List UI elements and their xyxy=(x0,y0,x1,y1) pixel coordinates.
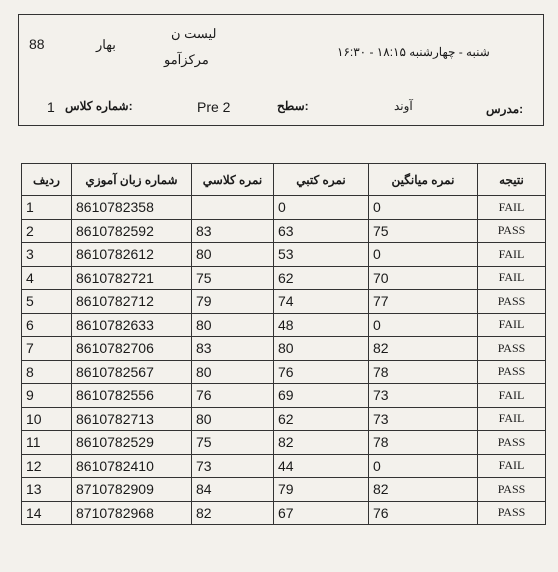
class-score-cell: 83 xyxy=(192,219,274,243)
class-score-cell: 76 xyxy=(192,384,274,408)
row-number-cell: 14 xyxy=(22,501,72,525)
student-id-cell: 8610782721 xyxy=(72,266,192,290)
average-score-cell: 82 xyxy=(369,478,478,502)
column-header-class-score: نمره كلاسي xyxy=(192,164,274,196)
center-name: مركزآمو xyxy=(164,52,209,67)
result-cell: PASS xyxy=(478,431,546,455)
table-row xyxy=(22,384,546,408)
class-score-cell: 83 xyxy=(192,337,274,361)
student-id-cell: 8610782713 xyxy=(72,407,192,431)
class-score-cell: 73 xyxy=(192,454,274,478)
class-info-header xyxy=(18,14,544,126)
class-score-cell: 75 xyxy=(192,266,274,290)
row-number-cell: 2 xyxy=(22,219,72,243)
class-score-cell: 82 xyxy=(192,501,274,525)
table-row xyxy=(22,337,546,361)
average-score-cell: 75 xyxy=(369,219,478,243)
written-score-cell: 82 xyxy=(274,431,369,455)
class-number-label: شماره كلاس: xyxy=(65,99,133,113)
student-id-cell: 8610782633 xyxy=(72,313,192,337)
written-score-cell: 63 xyxy=(274,219,369,243)
student-id-cell: 8710782968 xyxy=(72,501,192,525)
table-row xyxy=(22,196,546,220)
result-cell: PASS xyxy=(478,219,546,243)
average-score-cell: 76 xyxy=(369,501,478,525)
student-id-cell: 8610782358 xyxy=(72,196,192,220)
row-number-cell: 9 xyxy=(22,384,72,408)
student-id-cell: 8610782410 xyxy=(72,454,192,478)
result-cell: PASS xyxy=(478,337,546,361)
table-row xyxy=(22,290,546,314)
class-score-cell: 80 xyxy=(192,313,274,337)
table-row xyxy=(22,360,546,384)
level-label: سطح: xyxy=(277,99,309,113)
season: بهار xyxy=(96,37,116,52)
average-score-cell: 78 xyxy=(369,431,478,455)
column-header-written-score: نمره كتبي xyxy=(274,164,369,196)
row-number-cell: 7 xyxy=(22,337,72,361)
result-cell: FAIL xyxy=(478,454,546,478)
written-score-cell: 74 xyxy=(274,290,369,314)
table-row xyxy=(22,243,546,267)
class-score-cell: 75 xyxy=(192,431,274,455)
teacher-label: مدرس: xyxy=(486,102,524,116)
result-cell: FAIL xyxy=(478,407,546,431)
average-score-cell: 0 xyxy=(369,243,478,267)
grades-table xyxy=(21,163,546,525)
result-cell: PASS xyxy=(478,478,546,502)
average-score-cell: 0 xyxy=(369,454,478,478)
row-number-cell: 8 xyxy=(22,360,72,384)
table-row xyxy=(22,501,546,525)
class-score-cell: 80 xyxy=(192,360,274,384)
row-number-cell: 5 xyxy=(22,290,72,314)
class-schedule: شنبه - چهارشنبه ۱۸:۱۵ - ۱۶:۳۰ xyxy=(337,45,490,59)
class-number-value: 1 xyxy=(47,99,55,115)
column-header-student-id: شماره زبان آموزي xyxy=(72,164,192,196)
level-value: Pre 2 xyxy=(197,99,231,115)
written-score-cell: 44 xyxy=(274,454,369,478)
result-cell: FAIL xyxy=(478,313,546,337)
student-id-cell: 8610782612 xyxy=(72,243,192,267)
average-score-cell: 0 xyxy=(369,313,478,337)
row-number-cell: 6 xyxy=(22,313,72,337)
average-score-cell: 73 xyxy=(369,384,478,408)
average-score-cell: 0 xyxy=(369,196,478,220)
average-score-cell: 73 xyxy=(369,407,478,431)
written-score-cell: 62 xyxy=(274,266,369,290)
result-cell: FAIL xyxy=(478,196,546,220)
average-score-cell: 77 xyxy=(369,290,478,314)
table-row xyxy=(22,431,546,455)
average-score-cell: 78 xyxy=(369,360,478,384)
table-row xyxy=(22,407,546,431)
result-cell: PASS xyxy=(478,501,546,525)
table-row xyxy=(22,478,546,502)
class-score-cell: 79 xyxy=(192,290,274,314)
column-header-average-score: نمره ميانگين xyxy=(369,164,478,196)
student-id-cell: 8610782712 xyxy=(72,290,192,314)
result-cell: PASS xyxy=(478,360,546,384)
written-score-cell: 0 xyxy=(274,196,369,220)
student-id-cell: 8710782909 xyxy=(72,478,192,502)
table-row xyxy=(22,313,546,337)
row-number-cell: 4 xyxy=(22,266,72,290)
result-cell: FAIL xyxy=(478,243,546,267)
written-score-cell: 79 xyxy=(274,478,369,502)
table-row xyxy=(22,454,546,478)
student-id-cell: 8610782592 xyxy=(72,219,192,243)
list-title: ليست ن xyxy=(171,26,217,41)
written-score-cell: 48 xyxy=(274,313,369,337)
row-number-cell: 13 xyxy=(22,478,72,502)
row-number-cell: 11 xyxy=(22,431,72,455)
class-score-cell xyxy=(192,196,274,220)
result-cell: FAIL xyxy=(478,266,546,290)
written-score-cell: 67 xyxy=(274,501,369,525)
class-score-cell: 80 xyxy=(192,407,274,431)
list-number: 88 xyxy=(29,36,45,52)
student-id-cell: 8610782567 xyxy=(72,360,192,384)
written-score-cell: 53 xyxy=(274,243,369,267)
written-score-cell: 69 xyxy=(274,384,369,408)
row-number-cell: 10 xyxy=(22,407,72,431)
written-score-cell: 62 xyxy=(274,407,369,431)
column-header-result: نتيجه xyxy=(478,164,546,196)
class-score-cell: 84 xyxy=(192,478,274,502)
student-id-cell: 8610782706 xyxy=(72,337,192,361)
class-score-cell: 80 xyxy=(192,243,274,267)
table-header-row xyxy=(22,164,546,196)
average-score-cell: 82 xyxy=(369,337,478,361)
result-cell: FAIL xyxy=(478,384,546,408)
written-score-cell: 76 xyxy=(274,360,369,384)
row-number-cell: 12 xyxy=(22,454,72,478)
row-number-cell: 1 xyxy=(22,196,72,220)
average-score-cell: 70 xyxy=(369,266,478,290)
result-cell: PASS xyxy=(478,290,546,314)
teacher-value: آوند xyxy=(394,99,413,113)
written-score-cell: 80 xyxy=(274,337,369,361)
table-row xyxy=(22,266,546,290)
student-id-cell: 8610782556 xyxy=(72,384,192,408)
row-number-cell: 3 xyxy=(22,243,72,267)
column-header-row-number: رديف xyxy=(22,164,72,196)
student-id-cell: 8610782529 xyxy=(72,431,192,455)
table-row xyxy=(22,219,546,243)
